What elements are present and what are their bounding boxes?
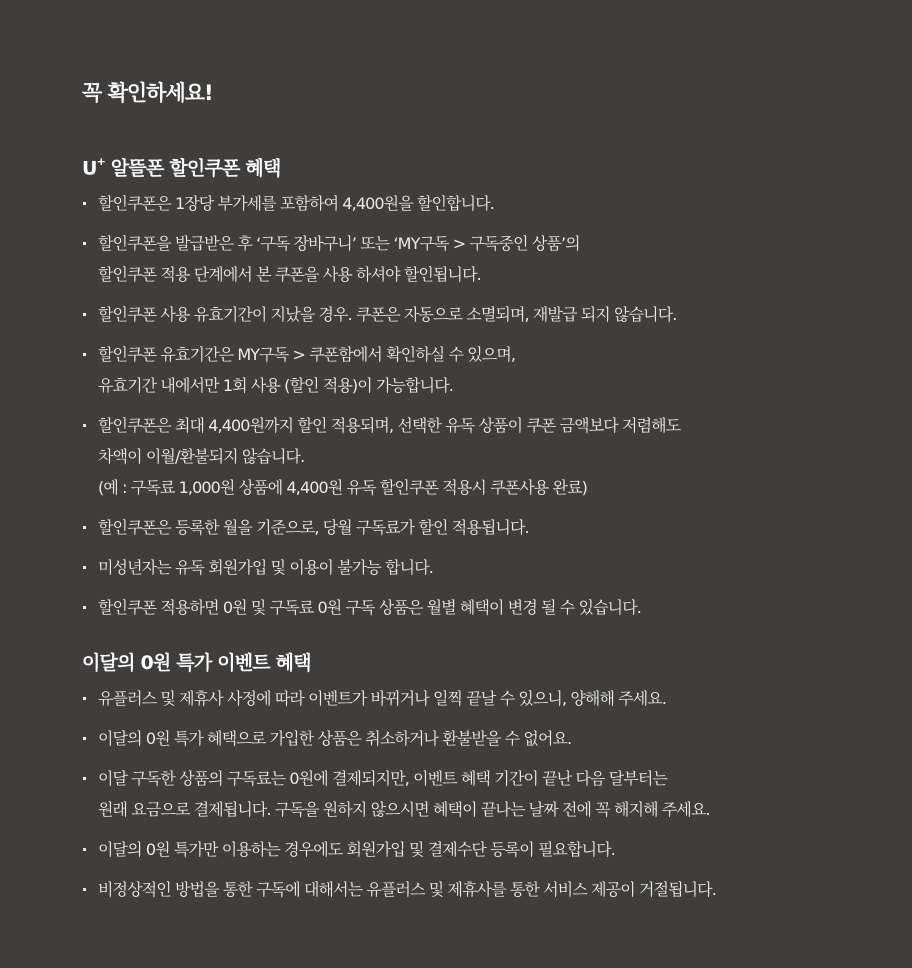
section-title-text: U bbox=[82, 157, 97, 180]
notice-item bbox=[82, 299, 830, 330]
notice-list bbox=[82, 188, 830, 623]
notice-item bbox=[82, 188, 830, 219]
notice-item-line: 할인쿠폰을 발급받은 후 ‘구독 장바구니’ 또는 ‘MY구독 > 구독중인 상품’의 bbox=[98, 234, 580, 254]
notice-item-line: 차액이 이월/환불되지 않습니다. bbox=[98, 447, 305, 467]
notice-section bbox=[82, 649, 830, 905]
notice-item-line: 비정상적인 방법을 통한 구독에 대해서는 유플러스 및 제휴사를 통한 서비스 제공이 거절됩니다. bbox=[98, 880, 716, 900]
notice-item bbox=[82, 339, 830, 401]
notice-item-line: 할인쿠폰 적용하면 0원 및 구독료 0원 구독 상품은 월별 혜택이 변경 될 수 있습니다. bbox=[98, 598, 641, 618]
notice-item bbox=[82, 834, 830, 865]
notice-sections bbox=[82, 150, 830, 905]
notice-item bbox=[82, 683, 830, 714]
notice-title: 꼭 확인하세요! bbox=[82, 81, 213, 105]
notice-item bbox=[82, 410, 830, 503]
notice-section bbox=[82, 150, 830, 623]
notice-item-line: 할인쿠폰은 등록한 월을 기준으로, 당월 구독료가 할인 적용됩니다. bbox=[98, 518, 529, 538]
notice-item-line: 이달 구독한 상품의 구독료는 0원에 결제되지만, 이벤트 혜택 기간이 끝난 다음 달부터는 bbox=[98, 769, 667, 789]
notice-item-line: 미성년자는 유독 회원가입 및 이용이 불가능 합니다. bbox=[98, 558, 433, 578]
notice-item-line: 이달의 0원 특가만 이용하는 경우에도 회원가입 및 결제수단 등록이 필요합니다. bbox=[98, 840, 615, 860]
notice-item bbox=[82, 723, 830, 754]
notice-list bbox=[82, 683, 830, 905]
notice-item-line: (예 : 구독료 1,000원 상품에 4,400원 유독 할인쿠폰 적용시 쿠폰사용 완료) bbox=[98, 478, 587, 498]
notice-item bbox=[82, 552, 830, 583]
notice-item-line: 할인쿠폰은 최대 4,400원까지 할인 적용되며, 선택한 유독 상품이 쿠폰 금액보다 저렴해도 bbox=[98, 416, 681, 436]
notice-item bbox=[82, 228, 830, 290]
notice-item-line: 유플러스 및 제휴사 사정에 따라 이벤트가 바뀌거나 일찍 끝날 수 있으니, 양해해 주세요. bbox=[98, 689, 667, 709]
notice-item-line: 할인쿠폰 적용 단계에서 본 쿠폰을 사용 하셔야 할인됩니다. bbox=[98, 265, 481, 285]
section-title-text: 이달의 0원 특가 이벤트 혜택 bbox=[82, 652, 311, 675]
notice-item-line: 할인쿠폰 유효기간은 MY구독 > 쿠폰함에서 확인하실 수 있으며, bbox=[98, 345, 516, 365]
notice-item-line: 이달의 0원 특가 혜택으로 가입한 상품은 취소하거나 환불받을 수 없어요. bbox=[98, 729, 572, 749]
notice-item bbox=[82, 763, 830, 825]
notice-item bbox=[82, 592, 830, 623]
notice-item-line: 유효기간 내에서만 1회 사용 (할인 적용)이 가능합니다. bbox=[98, 376, 453, 396]
notice-item-line: 원래 요금으로 결제됩니다. 구독을 원하지 않으시면 혜택이 끝나는 날짜 전에 꼭 해지해 주세요. bbox=[98, 800, 710, 820]
notice-item-line: 할인쿠폰은 1장당 부가세를 포함하여 4,400원을 할인합니다. bbox=[98, 194, 494, 214]
notice-item-line: 할인쿠폰 사용 유효기간이 지났을 경우. 쿠폰은 자동으로 소멸되며, 재발급 되지 않습니다. bbox=[98, 305, 677, 325]
section-title bbox=[82, 649, 830, 677]
notice-item bbox=[82, 874, 830, 905]
section-title-sup: + bbox=[96, 155, 106, 168]
notice-item bbox=[82, 512, 830, 543]
section-title-text: 알뜰폰 할인쿠폰 혜택 bbox=[105, 157, 281, 180]
section-title bbox=[82, 150, 830, 182]
